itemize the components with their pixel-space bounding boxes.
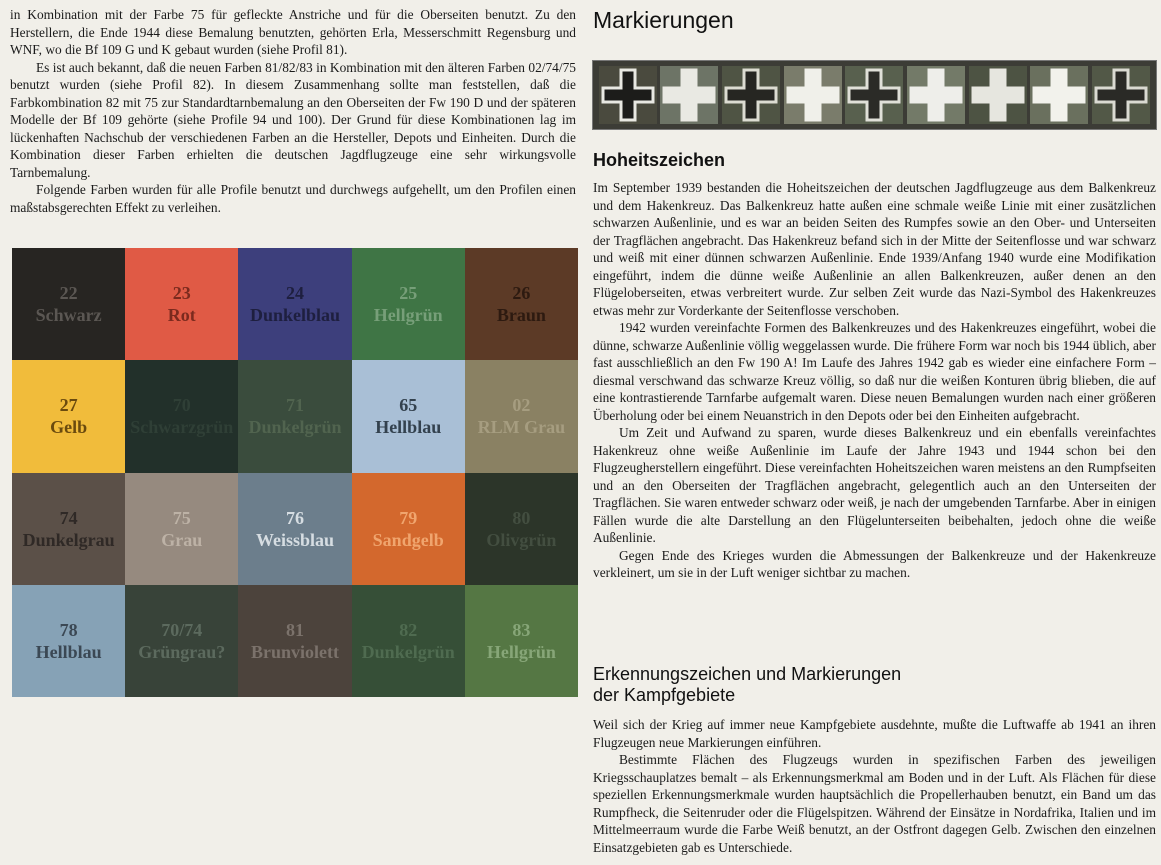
swatch-name: Rot (167, 305, 196, 326)
swatch-number: 74 (59, 507, 78, 528)
erkennung-section (593, 664, 1156, 856)
balkenkreuz-icon (660, 66, 718, 124)
markings-image-strip (592, 60, 1157, 130)
hoheitszeichen-heading: Hoheitszeichen (593, 150, 726, 170)
color-swatch (125, 585, 238, 697)
swatch-number: 65 (399, 395, 418, 416)
swatch-number: 25 (399, 283, 418, 304)
left-paragraph-3: Folgende Farben wurden für alle Profile benutzt und durchwegs aufgehellt, um den Profilen einen maßstabsgerechten Effekt zu verleihen. (10, 182, 576, 215)
balkenkreuz-icon (907, 66, 965, 124)
swatch-name: RLM Grau (477, 417, 566, 438)
swatch-name: Sandgelb (372, 529, 444, 550)
color-swatch (465, 585, 578, 697)
left-paragraph-2: Es ist auch bekannt, daß die neuen Farben 81/82/83 in Kombination mit den älteren Farben 02/74/75 benutzt wurden (siehe Profil 82). In diesem Zusammenhang sollte man feststellen, daß die Farbkombination 82 mit 75 zur Standardtarnbemalung an den Oberseiten der Fw 190 D und der späteren Modelle der Bf 109 gehörte (siehe Profile 94 und 100). Der Grund für diese Kombinationen lag im lückenhaften Nachschub der verschiedenen Farben an die Hersteller, Depots und Einheiten. Durch die Kombination dieser Farben erhielten die deutschen Jagdflugzeuge eine sehr wirkungsvolle Tarnbemalung. (10, 59, 576, 180)
balkenkreuz-icon (599, 66, 657, 124)
left-paragraph-1: in Kombination mit der Farbe 75 für gefleckte Anstriche und für die Oberseiten benutzt. Zu den Herstellern, die Ende 1944 diese Bemalung benutzten, gehörten Erla, Messerschmitt Regensburg und WNF, wo die Bf 109 G und K gebaut wurden (siehe Profil 81). (10, 7, 576, 57)
swatch-name: Weissblau (255, 529, 334, 550)
balkenkreuz-icon (1030, 66, 1088, 124)
swatch-name: Gelb (50, 417, 88, 438)
swatch-name: Schwarzgrün (130, 417, 234, 438)
balkenkreuz-icon (969, 66, 1027, 124)
swatch-number: 70/74 (161, 619, 203, 640)
swatch-number: 27 (59, 395, 78, 416)
rlm-color-chart (12, 248, 578, 697)
color-swatch (12, 248, 125, 360)
swatch-name: Hellblau (375, 417, 442, 438)
balkenkreuz-icon (845, 66, 903, 124)
swatch-name: Dunkelgrau (22, 529, 115, 550)
swatch-name: Hellgrün (486, 641, 556, 662)
balkenkreuz-icon (784, 66, 842, 124)
erkennung-paragraph-2: Bestimmte Flächen des Flugzeugs wurden in spezifischen Farben des jeweiligen Kriegsschauplatzes bemalt – als Erkennungsmerkmal am Boden und in der Luft. Als Flächen für diese speziellen Erkennungsmerkmale wurden hauptsächlich die Propellerhauben benutzt, ein Band um das Rumpfheck, die Seitenruder oder die Flügelspitzen. Während der Einsätze in Nordafrika, Italien und im Mittelmeerraum wurde die Farbe Weiß benutzt, an der Ostfront dagegen Gelb. Zwischen den einzelnen Einsatzgebieten gab es Unterschiede. (593, 752, 1156, 855)
color-swatch (12, 473, 125, 585)
hoheitszeichen-paragraph-3: Um Zeit und Aufwand zu sparen, wurde dieses Balkenkreuz und ein ebenfalls vereinfachtes Hakenkreuz ohne weiße Außenlinie im Laufe der Jahre 1943 und 1944 schon bei den Flugzeugherstellern eingeführt. Diese vereinfachten Hoheitszeichen waren meistens an den Rumpfseiten und an den Oberseiten der Tragflächen angebracht, gelegentlich auch an den Unterseiten der Tragflächen. Sie waren entweder schwarz oder weiß, je nach der umgebenden Tarnfarbe. Aber in einigen Fällen wurde die alte Darstellung an den Flügelunterseiten beibehalten, jedoch ohne die weiße Außenlinie. (593, 425, 1156, 545)
swatch-name: Brunviolett (250, 641, 339, 662)
right-column (593, 6, 1156, 34)
hoheitszeichen-paragraph-2: 1942 wurden vereinfachte Formen des Balkenkreuzes und des Hakenkreuzes eingeführt, wobei die dünne, schwarze Außenlinie völlig weggelassen wurde. Die frühere Form war noch bis 1944 üblich, aber fast ausschließlich an den Fw 190 A! Im Laufe des Jahres 1942 gab es wieder eine einfachere Form – diesmal verschwand das schwarze Kreuz völlig, so daß nur die weißen Konturen übrig blieben, die auf eine kontrastierende Tarnfarbe aufgemalt waren. Diese neuen Bemalungen wurden nach einer größeren Überholung oder bei einem Neuanstrich in den Depots oder bei den Einheiten aufgebracht. (593, 320, 1156, 423)
color-swatch (352, 248, 465, 360)
color-swatch (125, 360, 238, 472)
swatch-number: 70 (172, 395, 191, 416)
color-swatch (352, 360, 465, 472)
color-swatch (238, 360, 351, 472)
color-swatch (465, 360, 578, 472)
swatch-name: Dunkelgrün (248, 417, 342, 438)
swatch-name: Dunkelblau (249, 305, 341, 326)
color-swatch (12, 585, 125, 697)
hoheitszeichen-section (593, 150, 1156, 582)
swatch-name: Grüngrau? (138, 641, 226, 662)
erkennung-heading-line-2: der Kampfgebiete (593, 685, 736, 705)
color-swatch (352, 585, 465, 697)
swatch-name: Grau (161, 529, 203, 550)
left-column (10, 6, 576, 216)
swatch-number: 80 (512, 507, 531, 528)
swatch-number: 23 (172, 283, 191, 304)
balkenkreuz-icon (722, 66, 780, 124)
hoheitszeichen-paragraph-4: Gegen Ende des Krieges wurden die Abmessungen der Balkenkreuze und der Hakenkreuze verkleinert, um sie in der Luft weniger sichtbar zu machen. (593, 547, 1156, 580)
swatch-number: 22 (59, 283, 78, 304)
swatch-number: 82 (399, 619, 418, 640)
color-swatch (125, 248, 238, 360)
swatch-number: 79 (399, 507, 418, 528)
color-swatch (352, 473, 465, 585)
swatch-number: 02 (512, 395, 531, 416)
color-swatch (238, 585, 351, 697)
color-swatch (238, 473, 351, 585)
color-swatch (125, 473, 238, 585)
erkennung-heading-line-1: Erkennungszeichen und Markierungen (593, 664, 902, 684)
swatch-number: 71 (285, 395, 304, 416)
swatch-name: Schwarz (35, 305, 102, 326)
swatch-name: Olivgrün (486, 529, 557, 550)
swatch-number: 81 (285, 619, 304, 640)
balkenkreuz-icon (1092, 66, 1150, 124)
swatch-number: 75 (172, 507, 191, 528)
color-swatch (465, 473, 578, 585)
swatch-number: 24 (285, 283, 304, 304)
swatch-number: 83 (512, 619, 531, 640)
color-swatch (238, 248, 351, 360)
swatch-name: Dunkelgrün (361, 641, 455, 662)
swatch-number: 76 (285, 507, 304, 528)
swatch-name: Hellgrün (373, 305, 443, 326)
swatch-name: Hellblau (35, 641, 102, 662)
markings-heading: Markierungen (593, 7, 734, 33)
swatch-number: 78 (59, 619, 78, 640)
color-swatch (465, 248, 578, 360)
swatch-number: 26 (512, 283, 531, 304)
color-swatch (12, 360, 125, 472)
swatch-name: Braun (496, 305, 546, 326)
erkennung-paragraph-1: Weil sich der Krieg auf immer neue Kampfgebiete ausdehnte, mußte die Luftwaffe ab 1941 an ihren Flugzeugen neue Markierungen einführen. (593, 717, 1156, 750)
hoheitszeichen-paragraph-1: Im September 1939 bestanden die Hoheitszeichen der deutschen Jagdflugzeuge aus dem Balkenkreuz und dem Hakenkreuz. Das Balkenkreuz hatte außen eine schmale weiße Linie mit einer zusätzlichen schwarzen Außenlinie, und es war an beiden Seiten des Rumpfes sowie an den Ober- und Unterseiten der Tragflächen angebracht. Das Hakenkreuz befand sich in der Mitte der Seitenflosse und war schwarz und weiß mit einer dünnen schwarzen Außenlinie. Ende 1939/Anfang 1940 wurde eine Modifikation eingeführt, indem die dünne weiße Außenlinie an allen Balkenkreuzen, außer denen an den Flügeloberseiten, etwas verbreitert wurde. Zur selben Zeit wurde das Nazi-Symbol des Hakenkreuzes etwas mehr zur Vorderkante der Seitenflosse verschoben. (593, 180, 1156, 318)
